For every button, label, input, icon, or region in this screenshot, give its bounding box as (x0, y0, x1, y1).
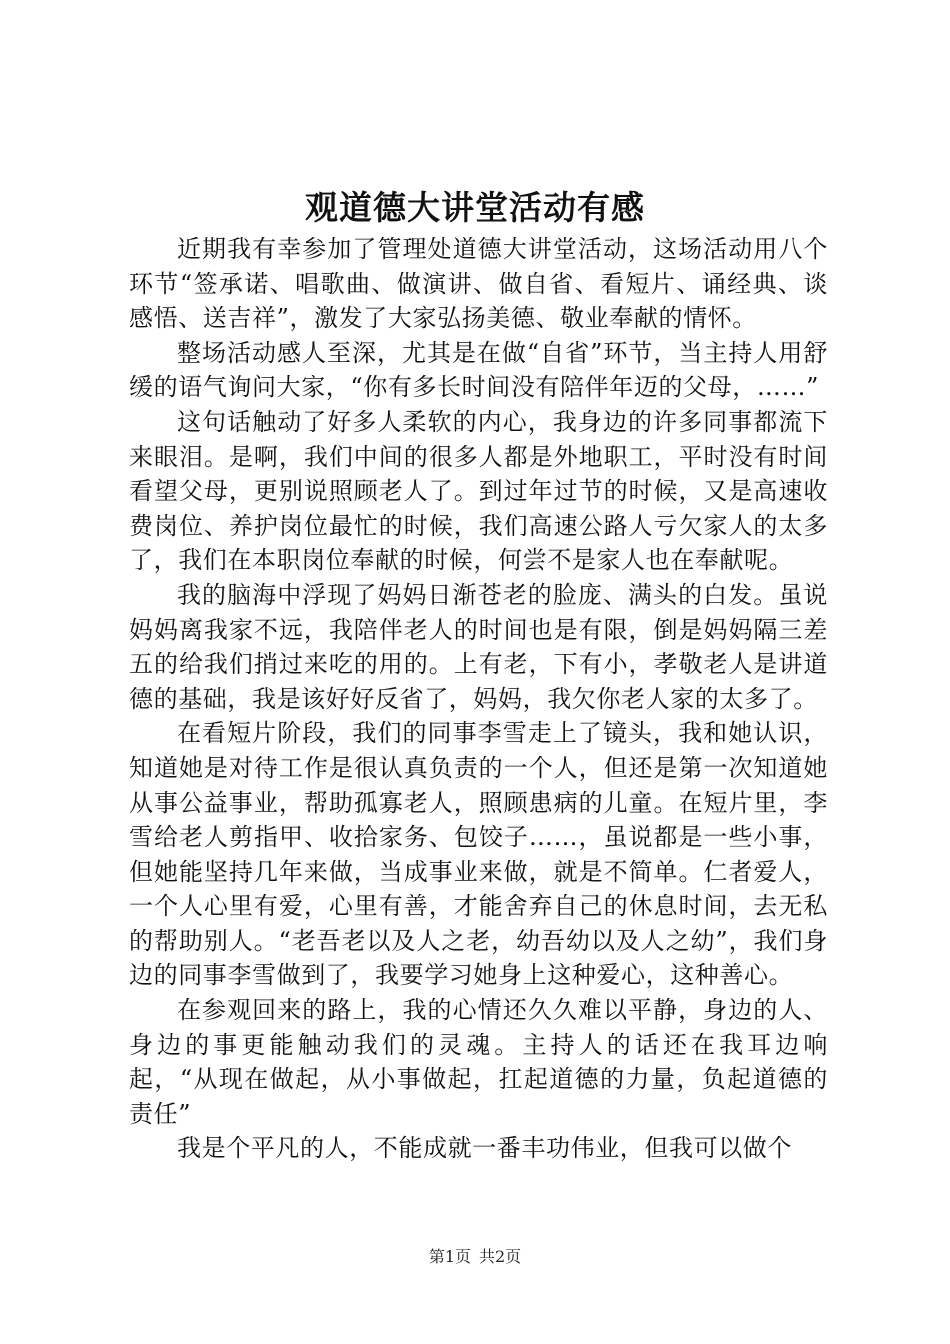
paragraph-2: 整场活动感人至深，尤其是在做“自省”环节，当主持人用舒缓的语气询问大家，“你有多长时间没有陪伴年迈的父母，……” (129, 338, 828, 402)
document-body (129, 232, 828, 1166)
page-footer (0, 1246, 950, 1268)
paragraph-4: 我的脑海中浮现了妈妈日渐苍老的脸庞、满头的白发。虽说妈妈离我家不远，我陪伴老人的时间也是有限，倒是妈妈隔三差五的给我们捎过来吃的用的。上有老，下有小，孝敬老人是讲道德的基础，我是该好好反省了，妈妈，我欠你老人家的太多了。 (129, 580, 828, 713)
document-title: 观道德大讲堂活动有感 (305, 188, 645, 227)
paragraph-7: 我是个平凡的人，不能成就一番丰功伟业，但我可以做个 (177, 1134, 792, 1163)
page-number: 第1页 (428, 1247, 471, 1266)
paragraph-6: 在参观回来的路上，我的心情还久久难以平静，身边的人、身边的事更能触动我们的灵魂。主持人的话还在我耳边响起，“从现在做起，从小事做起，扛起道德的力量，负起道德的责任” (129, 996, 828, 1128)
page-total: 共2页 (479, 1247, 522, 1266)
paragraph-1: 近期我有幸参加了管理处道德大讲堂活动，这场活动用八个环节“签承诺、唱歌曲、做演讲、做自省、看短片、诵经典、谈感悟、送吉祥”，激发了大家弘扬美德、敬业奉献的情怀。 (129, 235, 828, 333)
paragraph-5: 在看短片阶段，我们的同事李雪走上了镜头，我和她认识，知道她是对待工作是很认真负责的一个人，但还是第一次知道她从事公益事业，帮助孤寡老人，照顾患病的儿童。在短片里，李雪给老人剪指甲、收拾家务、包饺子……，虽说都是一些小事，但她能坚持几年来做，当成事业来做，就是不简单。仁者爱人，一个人心里有爱，心里有善，才能舍弃自己的休息时间，去无私的帮助别人。“老吾老以及人之老，幼吾幼以及人之幼”，我们身边的同事李雪做到了，我要学习她身上这种爱心，这种善心。 (129, 719, 828, 990)
paragraph-3: 这句话触动了好多人柔软的内心，我身边的许多同事都流下来眼泪。是啊，我们中间的很多人都是外地职工，平时没有时间看望父母，更别说照顾老人了。到过年过节的时候，又是高速收费岗位、养护岗位最忙的时候，我们高速公路人亏欠家人的太多了，我们在本职岗位奉献的时候，何尝不是家人也在奉献呢。 (129, 407, 828, 575)
